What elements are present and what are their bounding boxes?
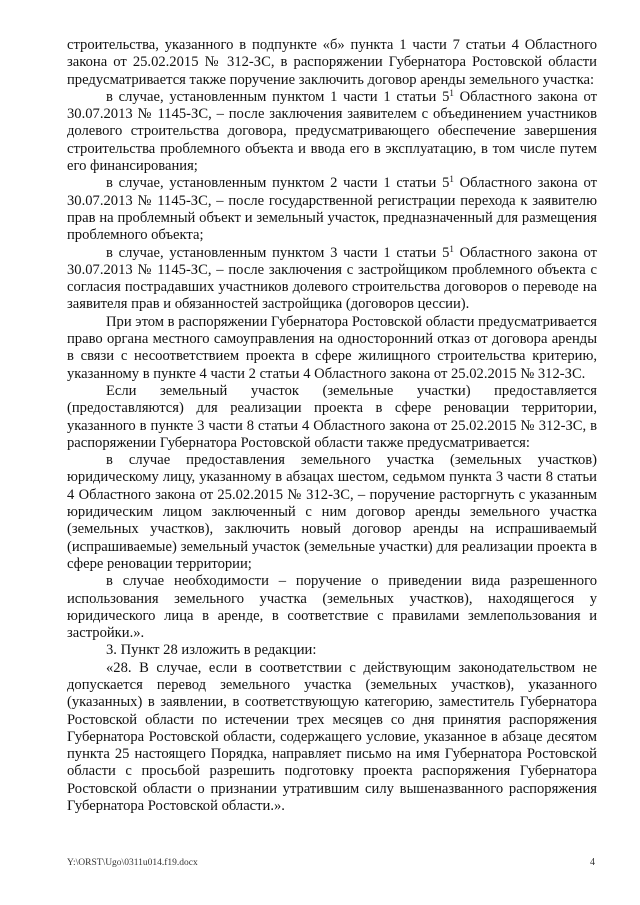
document-body: [67, 37, 597, 815]
paragraph-5: При этом в распоряжении Губернатора Ростовской области предусматривается право органа местного самоуправления на односторонний отказ от договора аренды в связи с несоответствием проекта в сфере жилищного строительства критерию, указанному в пункте 4 части 2 статьи 4 Областного закона от 25.02.2015 № 312-ЗС.: [67, 313, 597, 382]
paragraph-4: в случае, установленным пунктом 3 части 1 статьи $5^1$ Областного закона от 30.07.2013 № 1145-ЗС, – после заключения с застройщиком проблемного объекта с согласия пострадавших участников долевого строительства договоров о переводе на заявителя прав и обязанностей застройщика (договоров цессии).: [67, 243, 597, 313]
paragraph-10: «28. В случае, если в соответствии с действующим законодательством не допускается перевод земельного участка (земельных участков), указанного (указанных) в заявлении, в соответствующую категорию, заместитель Губернатора Ростовской области по истечении трех месяцев со дня принятия распоряжения Губернатора Ростовской области, содержащего условие, указанное в абзаце десятом пункта 25 настоящего Порядка, направляет письмо на имя Губернатора Ростовской области с просьбой разрешить подготовку проекта распоряжения Губернатора Ростовской области о признании утратившим силу вышеназванного распоряжения Губернатора Ростовской области.».: [67, 659, 597, 815]
page-number: 4: [590, 857, 595, 868]
footer-file-path: Y:\ORST\Ugo\0311u014.f19.docx: [67, 858, 198, 868]
paragraph-2: в случае, установленным пунктом 1 части 1 статьи $5^1$ Областного закона от 30.07.2013 № 1145-ЗС, – после заключения заявителем с объединением участников долевого строительства договора, предусматривающего обеспечение завершения строительства проблемного объекта и ввода его в эксплуатацию, в том числе путем его финансирования;: [67, 87, 597, 175]
paragraph-1: строительства, указанного в подпункте «б» пункта 1 части 7 статьи 4 Областного закона от 25.02.2015 № 312-ЗС, в распоряжении Губернатора Ростовской области предусматривается также поручение заключить договор аренды земельного участка:: [67, 37, 597, 88]
paragraph-9: 3. Пункт 28 изложить в редакции:: [106, 642, 317, 659]
paragraph-7: в случае предоставления земельного участка (земельных участков) юридическому лицу, указанному в абзацах шестом, седьмом пункта 3 части 8 статьи 4 Областного закона от 25.02.2015 № 312-ЗС, – поручение расторгнуть с указанным юридическим лицом заключенный с ним договор аренды земельного участка (земельных участков), заключить новый договор аренды на испрашиваемый (испрашиваемые) земельный участок (земельные участки) для реализации проекта в сфере реновации территории;: [67, 452, 597, 572]
paragraph-8: в случае необходимости – поручение о приведении вида разрешенного использования земельного участка (земельных участков), находящегося у юридического лица в аренде, в соответствие с правилами землепользования и застройки.».: [67, 573, 597, 642]
paragraph-6: Если земельный участок (земельные участки) предоставляется (предоставляются) для реализации проекта в сфере реновации территории, указанного в пункте 3 части 8 статьи 4 Областного закона от 25.02.2015 № 312-ЗС, в распоряжении Губернатора Ростовской области также предусматривается:: [67, 382, 597, 451]
paragraph-3: в случае, установленным пунктом 2 части 1 статьи $5^1$ Областного закона от 30.07.2013 № 1145-ЗС, – после государственной регистрации перехода к заявителю прав на проблемный объект и земельный участок, предназначенный для размещения проблемного объекта;: [67, 174, 597, 244]
